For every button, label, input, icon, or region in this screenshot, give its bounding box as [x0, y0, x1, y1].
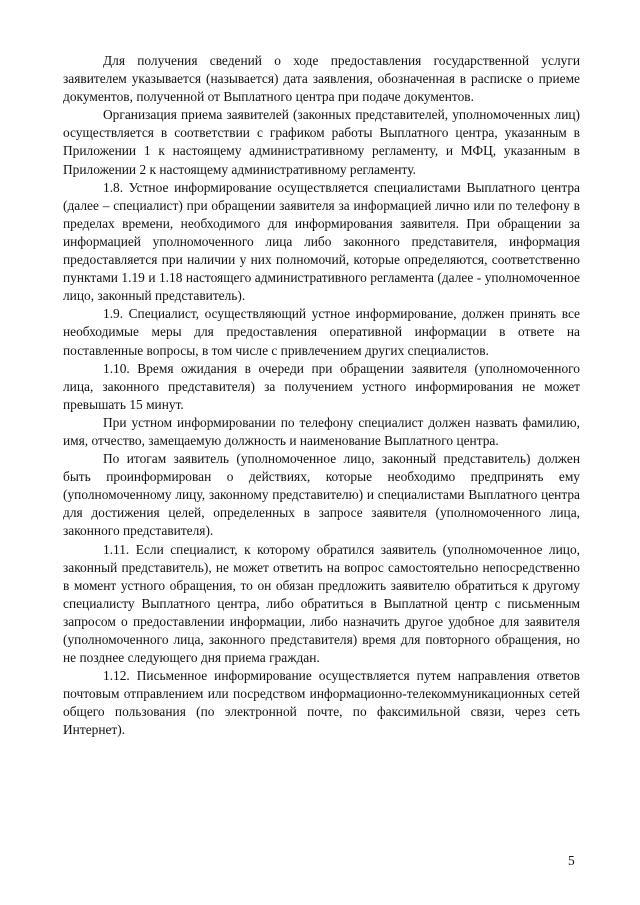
paragraph-1-10-waiting-time: 1.10. Время ожидания в очереди при обращении заявителя (уполномоченного лица, законного представителя) за получением устного информирования не может превышать 15 минут.	[63, 360, 580, 412]
paragraph-results: По итогам заявитель (уполномоченное лицо, законный представитель) должен быть проинформирован о действиях, которые необходимо предпринять ему (уполномоченному лицу, законному представителю) и специалистами Выплатного центра для достижения целей, определенных в запросе заявителя (уполномоченного лица, законного представителя).	[63, 451, 580, 539]
paragraph-status-info: Для получения сведений о ходе предоставления государственной услуги заявителем указывается (называется) дата заявления, обозначенная в расписке о приеме документов, полученной от Выплатного центра при подаче документов.	[63, 53, 580, 105]
paragraph-phone-informing: При устном информировании по телефону специалист должен назвать фамилию, имя, отчество, замещаемую должность и наименование Выплатного центра.	[63, 414, 580, 448]
paragraph-1-12-written-informing: 1.12. Письменное информирование осуществляется путем направления ответов почтовым отправлением или посредством информационно-телекоммуникационных сетей общего пользования (по электронной почте, по факсимильной связи, через сеть Интернет).	[63, 668, 580, 738]
page-number: 5	[568, 853, 575, 868]
paragraph-1-11-redirect: 1.11. Если специалист, к которому обратился заявитель (уполномоченное лицо, законный представитель), не может ответить на вопрос самостоятельно непосредственно в момент устного обращения, то он обязан предложить заявителю обратиться к другому специалисту Выплатного центра, либо обратиться в Выплатной центр с письменным запросом о предоставлении информации, либо назначить другое удобное для заявителя (уполномоченного лица, законного представителя) время для повторного обращения, но не позднее следующего дня приема граждан.	[63, 541, 580, 666]
paragraph-reception-schedule: Организация приема заявителей (законных представителей, уполномоченных лиц) осуществляется в соответствии с графиком работы Выплатного центра, указанным в Приложении 1 к настоящему административному регламенту, и МФЦ, указанным в Приложении 2 к настоящему административному регламенту.	[63, 107, 580, 177]
document-body	[63, 52, 580, 740]
paragraph-1-9-specialist-duties: 1.9. Специалист, осуществляющий устное информирование, должен принять все необходимые меры для предоставления оперативной информации в ответе на поставленные вопросы, в том числе с привлечением других специалистов.	[63, 306, 580, 358]
paragraph-1-8-oral-informing: 1.8. Устное информирование осуществляется специалистами Выплатного центра (далее – специалист) при обращении заявителя за информацией лично или по телефону в пределах времени, необходимого для информирования заявителя. При обращении за информацией уполномоченного лица либо законного представителя, информация предоставляется при наличии у них полномочий, которые определяются, соответственно пунктами 1.19 и 1.18 настоящего административного регламента (далее - уполномоченное лицо, законный представитель).	[63, 179, 580, 304]
